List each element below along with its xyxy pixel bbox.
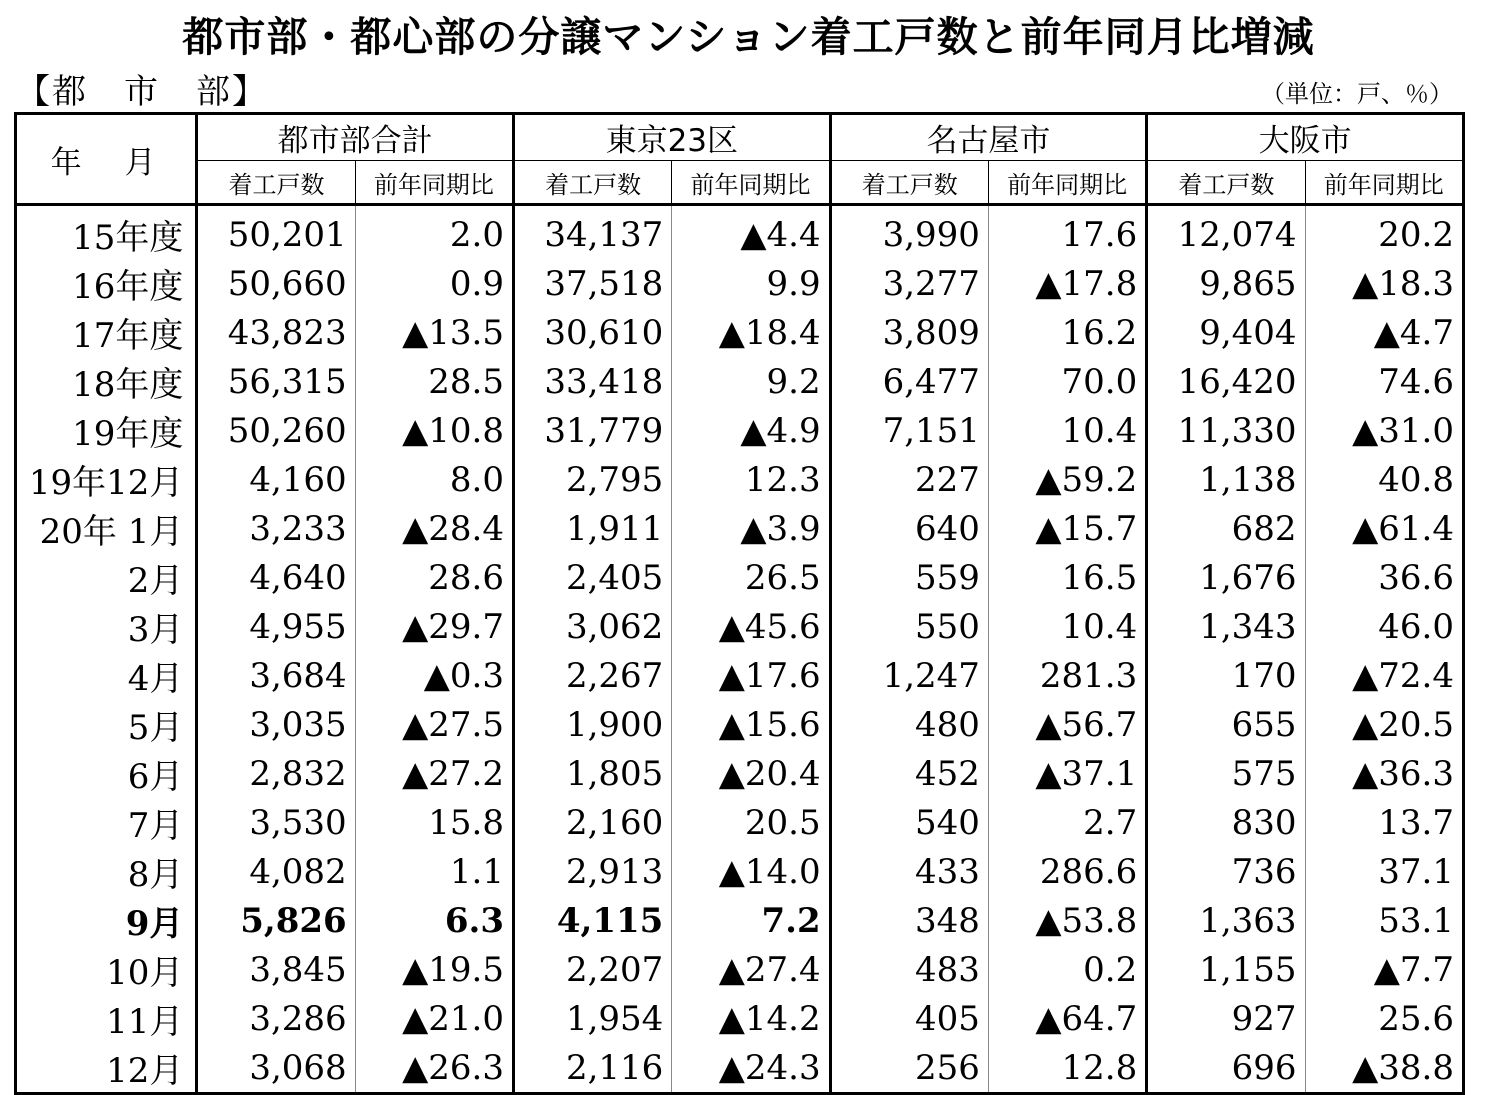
yoy-cell: 8.0 [355,455,513,504]
starts-cell: 50,260 [197,406,355,455]
yoy-cell: 10.4 [988,406,1146,455]
sub-header-starts: 着工戸数 [197,161,355,205]
yoy-cell: ▲0.3 [355,651,513,700]
yoy-cell: 26.5 [672,553,830,602]
table-row [16,798,1464,847]
yoy-cell: 286.6 [988,847,1146,896]
yoy-cell: ▲59.2 [988,455,1146,504]
starts-cell: 3,035 [197,700,355,749]
starts-cell: 2,405 [513,553,671,602]
yoy-cell: ▲13.5 [355,308,513,357]
starts-cell: 3,068 [197,1043,355,1094]
city-header-osaka: 大阪市 [1147,114,1464,161]
yoy-cell: 12.8 [988,1043,1146,1094]
period-cell: 5月 [127,708,184,748]
yoy-cell: 70.0 [988,357,1146,406]
starts-cell: 12,074 [1147,205,1305,260]
yoy-cell: ▲10.8 [355,406,513,455]
yoy-cell: ▲36.3 [1305,749,1463,798]
starts-cell: 1,676 [1147,553,1305,602]
yoy-cell: 16.5 [988,553,1146,602]
starts-cell: 1,138 [1147,455,1305,504]
yoy-cell: 9.9 [672,259,830,308]
starts-cell: 9,404 [1147,308,1305,357]
period-cell: 11月 [106,1002,184,1042]
yoy-cell: ▲15.7 [988,504,1146,553]
starts-cell: 480 [830,700,988,749]
table-row [16,749,1464,798]
yoy-cell: 28.6 [355,553,513,602]
starts-cell: 550 [830,602,988,651]
starts-cell: 433 [830,847,988,896]
yoy-cell: 40.8 [1305,455,1463,504]
sub-header-yoy: 前年同期比 [988,161,1146,205]
starts-cell: 1,247 [830,651,988,700]
period-cell: 3月 [127,610,184,650]
yoy-cell: 13.7 [1305,798,1463,847]
yoy-cell: ▲18.4 [672,308,830,357]
yoy-cell: ▲4.9 [672,406,830,455]
yoy-cell: 17.6 [988,205,1146,260]
starts-cell: 3,684 [197,651,355,700]
yoy-cell: 53.1 [1305,896,1463,945]
period-cell: 15年度 [72,218,184,258]
yoy-cell: ▲14.2 [672,994,830,1043]
table-row [16,504,1464,553]
starts-cell: 927 [1147,994,1305,1043]
yoy-cell: ▲4.7 [1305,308,1463,357]
starts-cell: 1,363 [1147,896,1305,945]
yoy-cell: ▲61.4 [1305,504,1463,553]
yoy-cell: 15.8 [355,798,513,847]
table-row [16,651,1464,700]
period-cell: 2月 [127,561,184,601]
starts-cell: 34,137 [513,205,671,260]
starts-cell: 37,518 [513,259,671,308]
starts-cell: 682 [1147,504,1305,553]
yoy-cell: 6.3 [355,896,513,945]
yoy-cell: 28.5 [355,357,513,406]
data-table [14,112,1465,1095]
yoy-cell: 20.2 [1305,205,1463,260]
city-header-nagoya: 名古屋市 [830,114,1147,161]
city-header-tokyo23: 東京23区 [513,114,830,161]
period-cell: 7月 [127,806,184,846]
table-row [16,700,1464,749]
period-cell: 18年度 [72,365,184,405]
starts-cell: 696 [1147,1043,1305,1094]
starts-cell: 16,420 [1147,357,1305,406]
yoy-cell: ▲14.0 [672,847,830,896]
starts-cell: 3,990 [830,205,988,260]
starts-cell: 3,062 [513,602,671,651]
yoy-cell: 0.9 [355,259,513,308]
yoy-cell: ▲31.0 [1305,406,1463,455]
yoy-cell: 37.1 [1305,847,1463,896]
period-cell: 6月 [127,757,184,797]
table-body [16,205,1464,1094]
starts-cell: 11,330 [1147,406,1305,455]
yoy-cell: 10.4 [988,602,1146,651]
starts-cell: 348 [830,896,988,945]
table-row [16,994,1464,1043]
starts-cell: 1,900 [513,700,671,749]
starts-cell: 575 [1147,749,1305,798]
period-cell: 8月 [127,855,184,895]
period-cell: 19年12月 [28,463,184,503]
starts-cell: 4,955 [197,602,355,651]
table-row [16,357,1464,406]
sub-header-starts: 着工戸数 [830,161,988,205]
sub-header-yoy: 前年同期比 [1305,161,1463,205]
starts-cell: 736 [1147,847,1305,896]
starts-cell: 4,115 [513,896,671,945]
yoy-cell: ▲37.1 [988,749,1146,798]
starts-cell: 7,151 [830,406,988,455]
table-row [16,1043,1464,1094]
period-cell: 16年度 [72,267,184,307]
yoy-cell: 7.2 [672,896,830,945]
yoy-cell: ▲3.9 [672,504,830,553]
yoy-cell: ▲19.5 [355,945,513,994]
period-cell: 4月 [127,659,184,699]
yoy-cell: 46.0 [1305,602,1463,651]
yoy-cell: ▲24.3 [672,1043,830,1094]
yoy-cell: 25.6 [1305,994,1463,1043]
table-row [16,455,1464,504]
yoy-cell: ▲4.4 [672,205,830,260]
yoy-cell: ▲29.7 [355,602,513,651]
yoy-cell: ▲20.4 [672,749,830,798]
sub-header-starts: 着工戸数 [1147,161,1305,205]
city-header-urban-total: 都市部合計 [197,114,514,161]
starts-cell: 1,155 [1147,945,1305,994]
starts-cell: 9,865 [1147,259,1305,308]
yoy-cell: 9.2 [672,357,830,406]
yoy-cell: ▲17.8 [988,259,1146,308]
yoy-cell: 36.6 [1305,553,1463,602]
yoy-cell: 20.5 [672,798,830,847]
year-month-header: 年 月 [16,114,197,205]
unit-label: （単位：戸、％） [1261,80,1453,108]
starts-cell: 170 [1147,651,1305,700]
starts-cell: 256 [830,1043,988,1094]
starts-cell: 830 [1147,798,1305,847]
yoy-cell: ▲27.5 [355,700,513,749]
period-cell: 10月 [106,953,184,993]
period-cell: 9月 [125,904,184,944]
yoy-cell: ▲38.8 [1305,1043,1463,1094]
table-row [16,259,1464,308]
yoy-cell: 281.3 [988,651,1146,700]
yoy-cell: ▲18.3 [1305,259,1463,308]
starts-cell: 2,160 [513,798,671,847]
starts-cell: 2,207 [513,945,671,994]
yoy-cell: ▲15.6 [672,700,830,749]
yoy-cell: 2.7 [988,798,1146,847]
starts-cell: 1,805 [513,749,671,798]
starts-cell: 3,845 [197,945,355,994]
sub-header-yoy: 前年同期比 [355,161,513,205]
yoy-cell: ▲64.7 [988,994,1146,1043]
table-row [16,553,1464,602]
yoy-cell: 1.1 [355,847,513,896]
sub-header-yoy: 前年同期比 [672,161,830,205]
starts-cell: 405 [830,994,988,1043]
starts-cell: 2,832 [197,749,355,798]
starts-cell: 30,610 [513,308,671,357]
starts-cell: 31,779 [513,406,671,455]
yoy-cell: ▲45.6 [672,602,830,651]
starts-cell: 3,530 [197,798,355,847]
yoy-cell: 16.2 [988,308,1146,357]
yoy-cell: ▲72.4 [1305,651,1463,700]
yoy-cell: ▲7.7 [1305,945,1463,994]
starts-cell: 483 [830,945,988,994]
yoy-cell: 74.6 [1305,357,1463,406]
yoy-cell: ▲21.0 [355,994,513,1043]
starts-cell: 43,823 [197,308,355,357]
yoy-cell: ▲20.5 [1305,700,1463,749]
yoy-cell: ▲27.2 [355,749,513,798]
table-row [16,602,1464,651]
starts-cell: 540 [830,798,988,847]
yoy-cell: ▲56.7 [988,700,1146,749]
yoy-cell: ▲53.8 [988,896,1146,945]
starts-cell: 2,116 [513,1043,671,1094]
starts-cell: 4,640 [197,553,355,602]
starts-cell: 559 [830,553,988,602]
yoy-cell: ▲27.4 [672,945,830,994]
starts-cell: 655 [1147,700,1305,749]
table-row [16,406,1464,455]
starts-cell: 4,082 [197,847,355,896]
starts-cell: 2,795 [513,455,671,504]
starts-cell: 452 [830,749,988,798]
section-label: 【都 市 部】 [16,72,268,112]
period-cell: 17年度 [72,316,184,356]
starts-cell: 2,913 [513,847,671,896]
page-title: 都市部・都心部の分譲マンション着工戸数と前年同月比増減 [182,13,1315,61]
table-row [16,945,1464,994]
table-row [16,847,1464,896]
table-row [16,205,1464,260]
yoy-cell: ▲17.6 [672,651,830,700]
starts-cell: 3,233 [197,504,355,553]
starts-cell: 3,809 [830,308,988,357]
starts-cell: 3,277 [830,259,988,308]
starts-cell: 1,343 [1147,602,1305,651]
starts-cell: 227 [830,455,988,504]
starts-cell: 50,201 [197,205,355,260]
starts-cell: 33,418 [513,357,671,406]
table-row-highlighted [16,896,1464,945]
starts-cell: 56,315 [197,357,355,406]
starts-cell: 5,826 [197,896,355,945]
starts-cell: 3,286 [197,994,355,1043]
header-row-sub [16,161,1464,205]
header-row-cities [16,114,1464,161]
starts-cell: 4,160 [197,455,355,504]
table-row [16,308,1464,357]
yoy-cell: 2.0 [355,205,513,260]
yoy-cell: ▲28.4 [355,504,513,553]
starts-cell: 1,954 [513,994,671,1043]
sub-header-starts: 着工戸数 [513,161,671,205]
yoy-cell: ▲26.3 [355,1043,513,1094]
period-cell: 12月 [106,1051,184,1091]
starts-cell: 1,911 [513,504,671,553]
yoy-cell: 12.3 [672,455,830,504]
yoy-cell: 0.2 [988,945,1146,994]
starts-cell: 6,477 [830,357,988,406]
starts-cell: 2,267 [513,651,671,700]
starts-cell: 640 [830,504,988,553]
starts-cell: 50,660 [197,259,355,308]
period-cell: 19年度 [72,414,184,454]
period-cell: 20年 1月 [39,512,184,552]
